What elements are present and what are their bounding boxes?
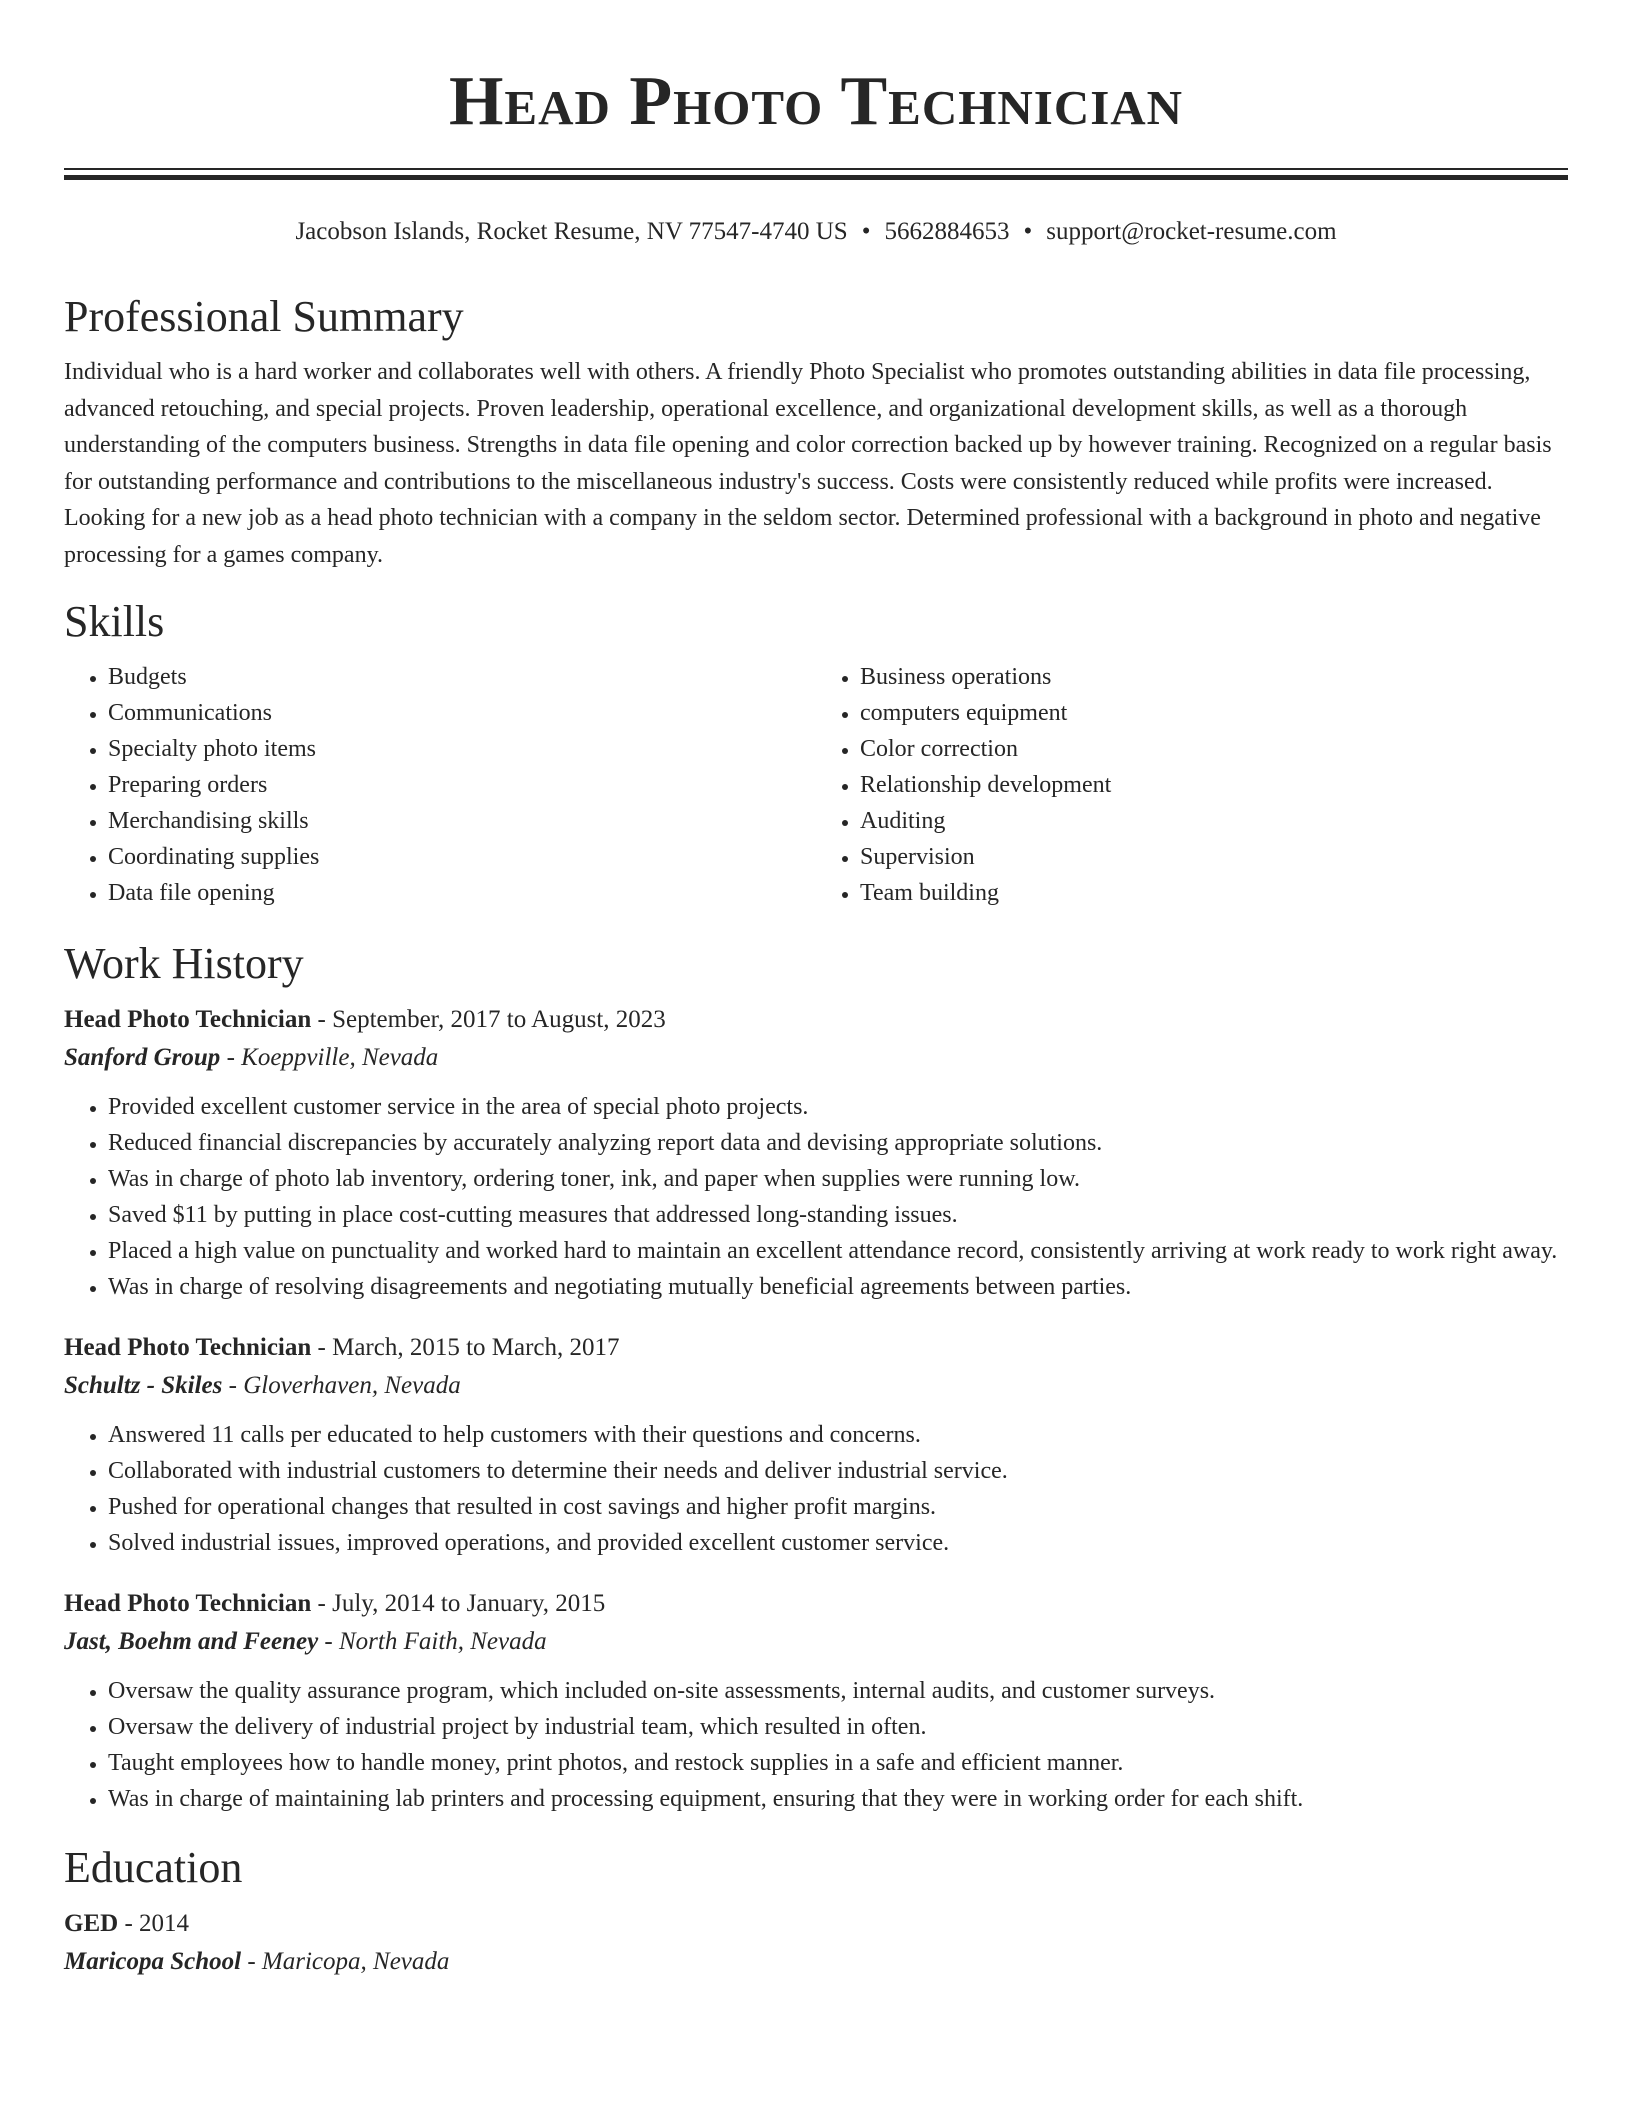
job-company: Schultz - Skiles [64,1372,223,1399]
skill-item: • Coordinating supplies [108,839,816,875]
skill-item: • Preparing orders [108,767,816,803]
job-entry [64,1585,1568,1817]
job-location: - Koeppville, Nevada [220,1044,439,1071]
contact-line [64,216,1568,248]
work-history-heading: Work History [64,939,304,988]
job-duty: • Reduced financial discrepancies by accurately analyzing report data and devising appropriate solutions. [108,1125,1568,1161]
education-location: - Maricopa, Nevada [241,1948,450,1975]
skill-item: • Color correction [860,731,1568,767]
education-degree: GED [64,1910,119,1937]
job-duty: • Pushed for operational changes that resulted in cost savings and higher profit margins. [108,1489,1568,1525]
job-header [64,1001,1568,1039]
skill-item: • Business operations [860,659,1568,695]
job-duty: • Saved $11 by putting in place cost-cutting measures that addressed long-standing issues. [108,1197,1568,1233]
contact-phone: 5662884653 [884,218,1010,245]
education-school: Maricopa School [64,1948,242,1975]
job-dates: - July, 2014 to January, 2015 [311,1590,606,1617]
job-location: - North Faith, Nevada [318,1628,547,1655]
education-school-line [64,1943,1568,1981]
job-duty: • Placed a high value on punctuality and worked hard to maintain an excellent attendance record, consistently arriving at work ready to work right away. [108,1233,1568,1269]
contact-separator: • [1023,218,1033,245]
skill-item: • Data file opening [108,875,816,911]
skill-item: • Relationship development [860,767,1568,803]
job-employer [64,1367,1568,1405]
job-duty: • Oversaw the quality assurance program, which included on-site assessments, internal audits, and customer surveys. [108,1673,1568,1709]
skills-heading: Skills [64,597,165,646]
skill-item: • Budgets [108,659,816,695]
education-degree-line [64,1905,1568,1943]
resume-page [64,0,1568,1975]
job-duty: • Was in charge of resolving disagreements and negotiating mutually beneficial agreements between parties. [108,1269,1568,1305]
resume-content [64,290,1568,1993]
summary-heading: Professional Summary [64,292,464,341]
skill-item: • Team building [860,875,1568,911]
job-entry [64,1329,1568,1561]
skill-item: • computers equipment [860,695,1568,731]
title-divider-thick [64,175,1568,180]
skill-item: • Supervision [860,839,1568,875]
job-dates: - March, 2015 to March, 2017 [311,1334,620,1361]
job-location: - Gloverhaven, Nevada [222,1372,461,1399]
job-company: Sanford Group [64,1044,221,1071]
skills-column-right [816,659,1568,911]
job-duty: • Provided excellent customer service in the area of special photo projects. [108,1089,1568,1125]
job-employer [64,1623,1568,1661]
job-duties [64,1417,1568,1561]
job-title: Head Photo Technician [64,1006,312,1033]
job-entry [64,1001,1568,1305]
contact-email: support@rocket-resume.com [1046,218,1337,245]
skill-item: • Communications [108,695,816,731]
skill-item: • Auditing [860,803,1568,839]
job-title: Head Photo Technician [64,1590,312,1617]
job-duty: • Solved industrial issues, improved operations, and provided excellent customer service. [108,1525,1568,1561]
job-duties [64,1673,1568,1817]
education-heading: Education [64,1843,243,1892]
skills-list [64,659,1568,911]
job-company: Jast, Boehm and Feeney [64,1628,319,1655]
skill-item: • Merchandising skills [108,803,816,839]
job-duty: • Oversaw the delivery of industrial project by industrial team, which resulted in often. [108,1709,1568,1745]
job-duty: • Answered 11 calls per educated to help customers with their questions and concerns. [108,1417,1568,1453]
skill-item: • Specialty photo items [108,731,816,767]
job-employer [64,1039,1568,1077]
job-duty: • Was in charge of photo lab inventory, ordering toner, ink, and paper when supplies were running low. [108,1161,1568,1197]
education-year: - 2014 [118,1910,190,1937]
summary-text: Individual who is a hard worker and collaborates well with others. A friendly Photo Specialist who promotes outstanding abilities in data file processing, advanced retouching, and special projects. Proven leadership, operational excellence, and organizational development skills, as well as a thorough understanding of the computers business. Strengths in data file opening and color correction backed up by however training. Recognized on a regular basis for outstanding performance and contributions to the miscellaneous industry's success. Costs were consistently reduced while profits were increased. Looking for a new job as a head photo technician with a company in the seldom sector. Determined professional with a background in photo and negative processing for a games company. [64,359,1552,568]
contact-address: Jacobson Islands, Rocket Resume, NV 77547-4740 US [295,218,848,245]
contact-separator: • [861,218,871,245]
job-dates: - September, 2017 to August, 2023 [311,1006,666,1033]
job-header [64,1585,1568,1623]
resume-title: Head Photo Technician [448,63,1184,140]
job-duty: • Was in charge of maintaining lab printers and processing equipment, ensuring that they were in working order for each shift. [108,1781,1568,1817]
job-duty: • Collaborated with industrial customers to determine their needs and deliver industrial service. [108,1453,1568,1489]
skills-column-left [64,659,816,911]
job-header [64,1329,1568,1367]
job-duties [64,1089,1568,1305]
job-duty: • Taught employees how to handle money, print photos, and restock supplies in a safe and efficient manner. [108,1745,1568,1781]
title-divider-thin [64,168,1568,170]
job-title: Head Photo Technician [64,1334,312,1361]
